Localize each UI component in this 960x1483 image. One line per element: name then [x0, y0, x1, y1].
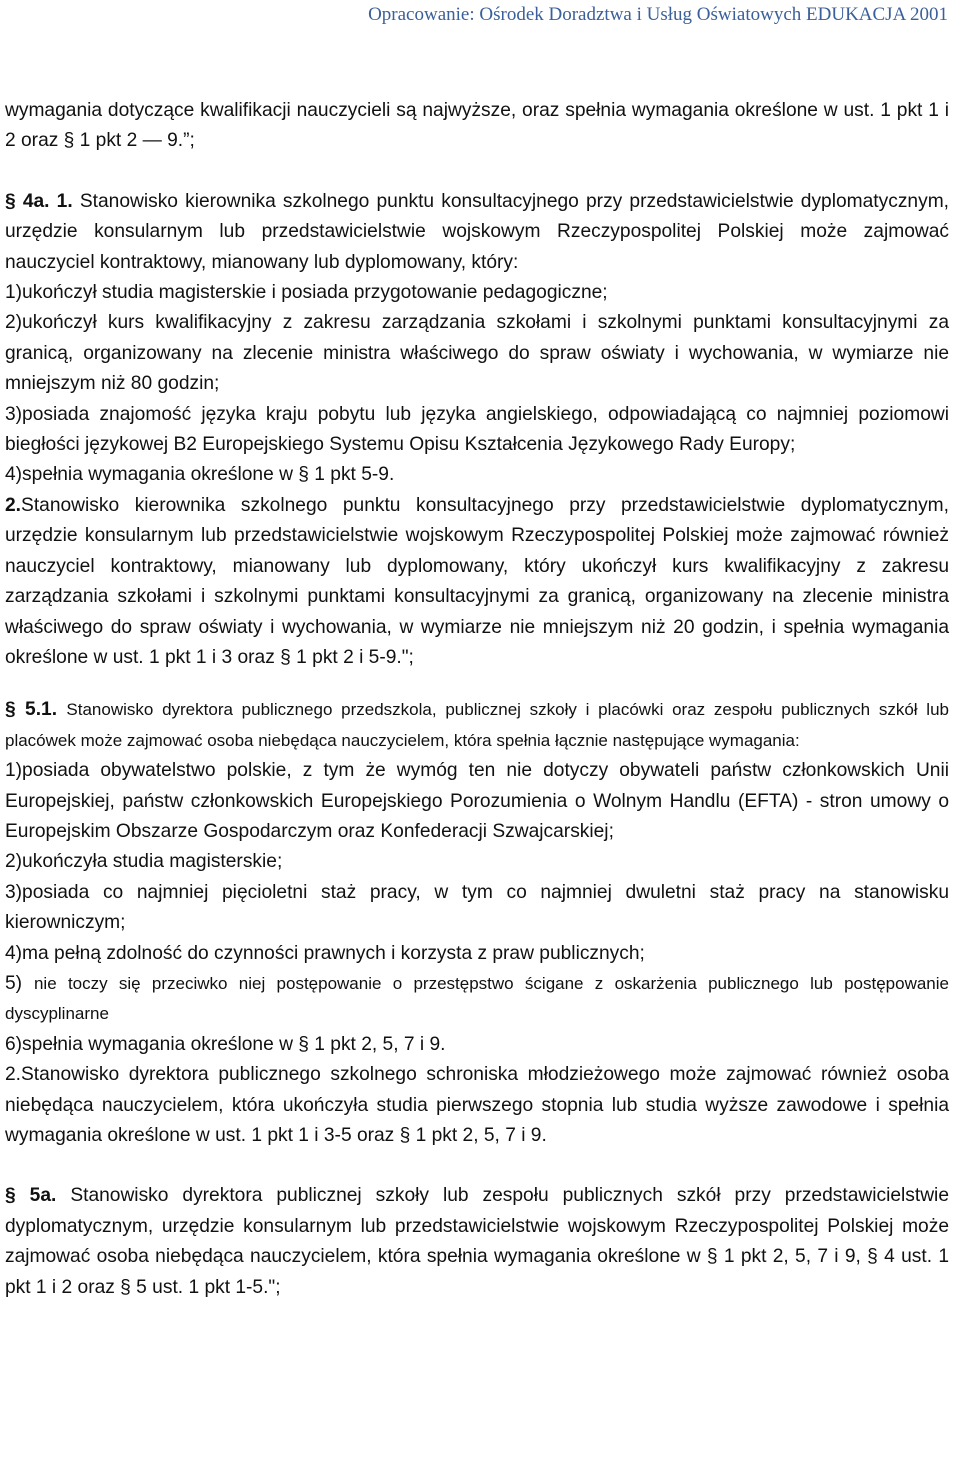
section-5a-text: Stanowisko dyrektora publicznej szkoły lub zespołu publicznych szkół przy przedstawicielstwie dyplomatycznym, urzędzie konsularnym lub przedstawicielstwie wojskowym Rzeczypospolitej Polskiej może zajmować osoba niebędąca nauczycielem, która spełnia wymagania określone w § 1 pkt 2, 5, 7 i 9, § 4 ust. 1 pkt 1 i 2 oraz § 5 ust. 1 pkt 1-5."; — [5, 1185, 949, 1298]
spacer — [5, 673, 949, 695]
section-5-paragraph-2: 2.Stanowisko dyrektora publicznego szkolnego schroniska młodzieżowego może zajmować również osoba niebędąca nauczycielem, która ukończyła studia pierwszego stopnia lub studia wyższe zawodowe i spełnia wymagania określone w ust. 1 pkt 1 i 3-5 oraz § 1 pkt 2, 5, 7 i 9. — [5, 1064, 949, 1146]
section-5-item-5-number: 5) — [5, 972, 23, 994]
section-4a-p2-marker: 2. — [5, 494, 22, 516]
section-5-item-1: 1)posiada obywatelstwo polskie, z tym że wymóg ten nie dotyczy obywateli państw członkowskich Unii Europejskiej, państw członkowskich Europejskiego Porozumienia o Wolnym Handlu (EFTA) - stron umowy o Europejskim Obszarze Gospodarczym oraz Konfederacji Szwajcarskiej; — [5, 760, 949, 842]
section-4a-paragraph-2 — [5, 491, 949, 673]
section-4a-item-1: 1)ukończył studia magisterskie i posiada przygotowanie pedagogiczne; — [5, 282, 608, 304]
section-4a-p2-text: Stanowisko kierownika szkolnego punktu konsultacyjnego przy przedstawicielstwie dyplomatycznym, urzędzie konsularnym lub przedstawicielstwie wojskowym Rzeczypospolitej Polskiej może zajmować również nauczyciel kontraktowy, mianowany lub dyplomowany, który ukończył kurs kwalifikacyjny z zakresu zarządzania szkołami i szkolnymi punktami konsultacyjnymi za granicą, organizowany na zlecenie ministra właściwego do spraw oświaty i wychowania, w wymiarze nie mniejszym niż 20 godzin, i spełnia wymagania określone w ust. 1 pkt 1 i 3 oraz § 1 pkt 2 i 5-9."; — [5, 494, 949, 668]
document-body — [5, 96, 949, 1303]
spacer — [5, 157, 949, 187]
section-4a-item-3: 3)posiada znajomość języka kraju pobytu lub języka angielskiego, odpowiadającą co najmniej poziomowi biegłości językowej B2 Europejskiego Systemu Opisu Kształcenia Językowego Rady Europy; — [5, 403, 949, 456]
page-header: Opracowanie: Ośrodek Doradztwa i Usług Oświatowych EDUKACJA 2001 — [368, 4, 948, 25]
section-5-lead: Stanowisko dyrektora publicznego przedszkola, publicznej szkoły i placówki oraz zespołu publicznych szkół lub placówek może zajmować osoba niebędąca nauczycielem, która spełnia łącznie następujące wymagania: — [5, 700, 949, 750]
section-5-marker: § 5.1. — [5, 699, 58, 721]
section-5-item-5 — [5, 969, 949, 1030]
section-4a-paragraph-1 — [5, 187, 949, 278]
spacer — [5, 1151, 949, 1181]
section-4a-item-4: 4)spełnia wymagania określone w § 1 pkt 5-9. — [5, 464, 395, 486]
section-4a-item-2: 2)ukończył kurs kwalifikacyjny z zakresu zarządzania szkołami i szkolnymi punktami konsultacyjnymi za granicą, organizowany na zlecenie ministra właściwego do spraw oświaty i wychowania, w wymiarze nie mniejszym niż 80 godzin; — [5, 312, 949, 395]
section-5-item-4: 4)ma pełną zdolność do czynności prawnych i korzysta z praw publicznych; — [5, 942, 645, 964]
section-5-item-2: 2)ukończyła studia magisterskie; — [5, 851, 283, 873]
section-5-item-3: 3)posiada co najmniej pięcioletni staż pracy, w tym co najmniej dwuletni staż pracy na stanowisku kierowniczym; — [5, 881, 949, 934]
section-5a-paragraph — [5, 1181, 949, 1303]
section-5-item-6: 6)spełnia wymagania określone w § 1 pkt 2, 5, 7 i 9. — [5, 1033, 446, 1055]
section-5a-marker: § 5a. — [5, 1185, 57, 1207]
intro-paragraph: wymagania dotyczące kwalifikacji nauczycieli są najwyższe, oraz spełnia wymagania określone w ust. 1 pkt 1 i 2 oraz § 1 pkt 2 — 9.”; — [5, 100, 949, 152]
section-4a-lead: Stanowisko kierownika szkolnego punktu konsultacyjnego przy przedstawicielstwie dyplomatycznym, urzędzie konsularnym lub przedstawicielstwie wojskowym Rzeczypospolitej Polskiej może zajmować nauczyciel kontraktowy, mianowany lub dyplomowany, który: — [5, 190, 950, 273]
section-4a-marker: § 4a. 1. — [5, 190, 73, 212]
section-5-item-5-text: nie toczy się przeciwko niej postępowanie o przestępstwo ścigane z oskarżenia publicznego lub postępowanie dyscyplinarne — [5, 973, 949, 1024]
section-5-paragraph-1 — [5, 695, 949, 756]
